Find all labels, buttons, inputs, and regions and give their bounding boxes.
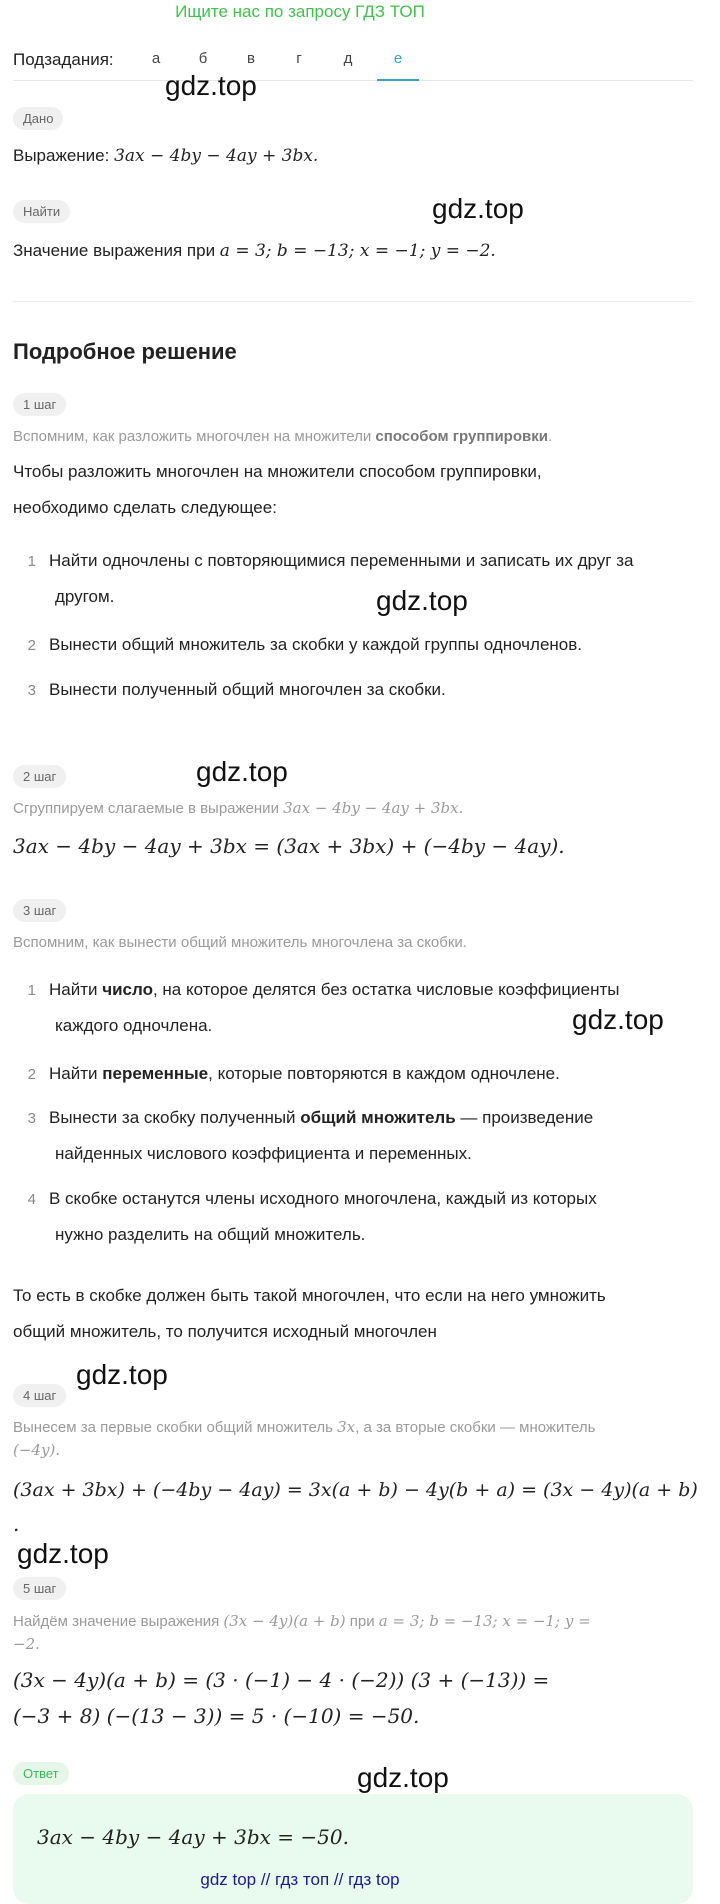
promo-banner: Ищите нас по запросу ГДЗ ТОП — [175, 2, 425, 21]
watermark: gdz.top — [76, 1359, 168, 1390]
step3-item1-number: 1 — [27, 982, 36, 999]
step1-hint-text: Вспомним, как разложить многочлен на множители — [13, 428, 376, 445]
step1-item2-number: 2 — [27, 637, 36, 654]
step3-item2-number: 2 — [27, 1066, 36, 1083]
step3-item1-line1 — [49, 980, 620, 1000]
footer — [0, 1870, 600, 1890]
tab-v[interactable]: в — [247, 50, 255, 67]
step1-item3-number: 3 — [27, 682, 36, 699]
step1-item1-line1: Найти одночлены с повторяющимися переменными и записать их друг за — [49, 551, 634, 570]
step1-para-line1: Чтобы разложить многочлен на множители способом группировки, — [13, 462, 542, 481]
step2-chip: 2 шаг — [13, 765, 66, 788]
step1-hint-bold: способом группировки — [375, 428, 548, 445]
section-divider — [13, 301, 693, 302]
step5-formula-line1: (3x − 4y)(a + b) = (3 · (−1) − 4 · (−2)) (3 + (−13)) = — [13, 1668, 550, 1692]
find-prefix: Значение выражения при — [13, 241, 220, 260]
step4-formula-end: . — [13, 1512, 20, 1536]
footer-link-gdz-top-ru[interactable]: гдз топ — [275, 1870, 330, 1889]
watermark: gdz.top — [432, 193, 524, 224]
tab-d[interactable]: д — [343, 50, 353, 67]
step1-item1-number: 1 — [27, 553, 36, 570]
find-line — [13, 241, 496, 261]
watermark: gdz.top — [165, 70, 257, 101]
step3-item1-pre: Найти — [49, 980, 103, 999]
step4-hint-mid: , а за вторые скобки — множитель — [355, 1419, 596, 1436]
step1-para-line2: необходимо сделать следующее: — [13, 498, 277, 517]
step4-hint-math2: (−4y). — [13, 1441, 61, 1459]
step1-hint — [13, 428, 552, 445]
step3-chip: 3 шаг — [13, 899, 66, 922]
step3-item3-line1 — [49, 1108, 593, 1128]
step4-hint-math1: 3x — [337, 1418, 356, 1436]
step3-item4-line2: нужно разделить на общий множитель. — [55, 1225, 366, 1244]
step1-hint-end: . — [547, 428, 553, 445]
step4-hint-line1 — [13, 1418, 595, 1436]
step1-item3-line1: Вынести полученный общий многочлен за скобки. — [49, 680, 446, 699]
step3-item2-bold: переменные — [102, 1064, 209, 1083]
step1-chip: 1 шаг — [13, 393, 66, 416]
watermark: gdz.top — [376, 585, 468, 616]
step3-item2-line1 — [49, 1064, 560, 1084]
given-chip: Дано — [13, 107, 63, 130]
step2-hint-math: 3ax − 4by − 4ay + 3bx. — [283, 799, 464, 817]
step5-hint-mid: при — [345, 1613, 379, 1630]
tab-e[interactable]: е — [393, 50, 403, 67]
step3-item3-number: 3 — [27, 1110, 36, 1127]
step3-para-line2: общий множитель, то получится исходный многочлен — [13, 1322, 437, 1341]
active-tab-indicator — [377, 79, 419, 81]
tab-a[interactable]: а — [151, 50, 161, 67]
step4-chip: 4 шаг — [13, 1384, 66, 1407]
tabs-divider — [13, 80, 693, 81]
find-values: a = 3; b = −13; x = −1; y = −2. — [219, 241, 496, 261]
step3-item3-line2: найденных числового коэффициента и переменных. — [55, 1144, 472, 1163]
watermark: gdz.top — [17, 1538, 109, 1569]
step3-item3-post: — произведение — [455, 1108, 594, 1127]
given-expression: 3ax − 4by − 4ay + 3bx. — [114, 146, 319, 166]
footer-link-gdz-top[interactable]: gdz top — [200, 1870, 257, 1889]
step3-item3-bold: общий множитель — [300, 1108, 456, 1127]
step5-hint-line1 — [13, 1612, 591, 1630]
footer-separator: // — [256, 1870, 276, 1889]
step3-item4-line1: В скобке останутся члены исходного многочлена, каждый из которых — [49, 1189, 597, 1208]
tab-g[interactable]: г — [296, 50, 302, 67]
step5-hint-vals2: −2. — [13, 1635, 40, 1653]
step2-hint-text: Сгруппируем слагаемые в выражении — [13, 800, 284, 817]
step5-hint-math: (3x − 4y)(a + b) — [223, 1612, 346, 1630]
step5-formula-line2: (−3 + 8) (−(13 − 3)) = 5 · (−10) = −50. — [13, 1704, 420, 1728]
step3-para-line1: То есть в скобке должен быть такой многочлен, что если на него умножить — [13, 1286, 606, 1305]
watermark: gdz.top — [572, 1004, 664, 1035]
step3-item3-pre: Вынести за скобку полученный — [49, 1108, 301, 1127]
watermark: gdz.top — [196, 756, 288, 787]
subtasks-label: Подзадания: — [13, 50, 114, 69]
given-line — [13, 146, 318, 166]
step3-item2-post: , которые повторяются в каждом одночлене. — [208, 1064, 560, 1083]
step1-item2-line1: Вынести общий множитель за скобки у каждой группы одночленов. — [49, 635, 583, 654]
step5-hint-pre: Найдём значение выражения — [13, 1613, 224, 1630]
watermark: gdz.top — [357, 1762, 449, 1793]
step3-item1-bold: число — [102, 980, 153, 999]
answer-chip: Ответ — [13, 1762, 69, 1785]
step2-hint — [13, 799, 463, 817]
tab-b[interactable]: б — [198, 50, 208, 67]
step3-item2-pre: Найти — [49, 1064, 103, 1083]
solution-title: Подробное решение — [13, 339, 237, 364]
step3-hint: Вспомним, как вынести общий множитель многочлена за скобки. — [13, 934, 467, 951]
step3-item1-line2: каждого одночлена. — [55, 1016, 213, 1035]
answer-formula: 3ax − 4by − 4ay + 3bx = −50. — [37, 1825, 349, 1849]
step1-item1-line2: другом. — [55, 587, 115, 606]
step5-chip: 5 шаг — [13, 1577, 66, 1600]
step3-item4-number: 4 — [27, 1191, 36, 1208]
step4-hint-pre: Вынесем за первые скобки общий множитель — [13, 1419, 338, 1436]
step2-formula: 3ax − 4by − 4ay + 3bx = (3ax + 3bx) + (−4by − 4ay). — [13, 834, 565, 858]
step4-formula: (3ax + 3bx) + (−4by − 4ay) = 3x(a + b) − 4y(b + a) = (3x − 4y)(a + b) — [13, 1479, 698, 1501]
step5-hint-vals: a = 3; b = −13; x = −1; y = — [378, 1612, 591, 1630]
step3-item1-post: , на которое делятся без остатка числовые коэффициенты — [152, 980, 620, 999]
find-chip: Найти — [13, 200, 70, 223]
given-prefix: Выражение: — [13, 146, 115, 165]
footer-link-gdz-top-mixed[interactable]: гдз top — [348, 1870, 400, 1889]
footer-separator: // — [329, 1870, 349, 1889]
